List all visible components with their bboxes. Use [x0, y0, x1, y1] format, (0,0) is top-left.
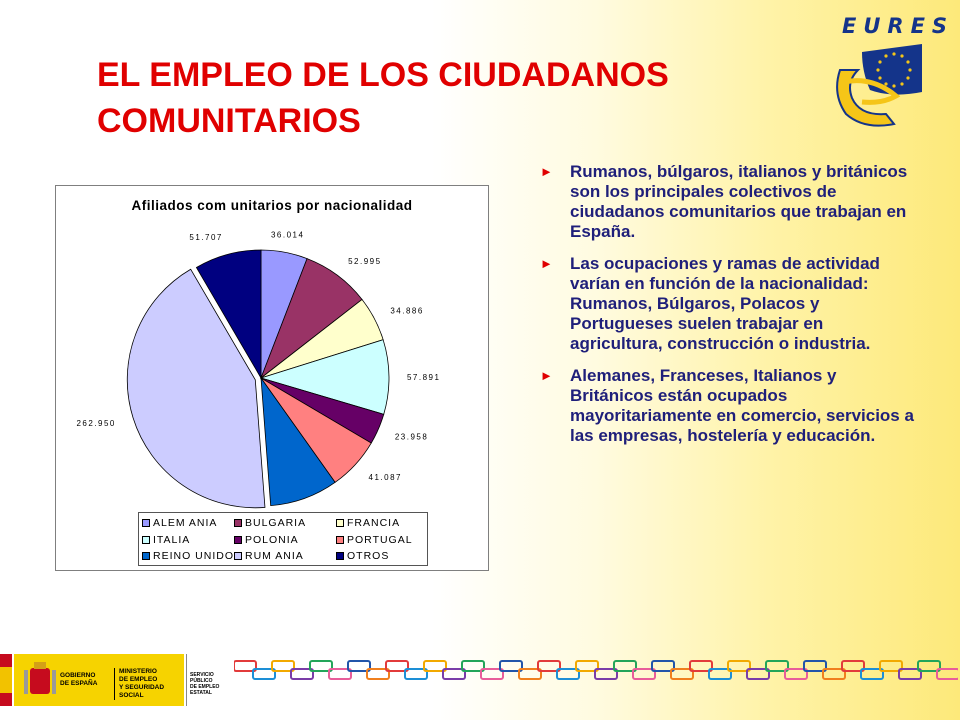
legend-item: [336, 548, 428, 564]
pie-data-label: 41.087: [368, 472, 402, 482]
legend-swatch: [234, 552, 242, 560]
pie-data-label: 51.707: [189, 233, 223, 243]
legend-label: FRANCIA: [347, 517, 401, 529]
legend-label: OTROS: [347, 550, 390, 563]
pie-data-label: 262.950: [76, 419, 116, 429]
bullet-list: [536, 162, 916, 458]
ministry-1: MINISTERIO: [119, 668, 157, 675]
pie-data-label: 34.886: [390, 306, 424, 316]
pie-data-label: 52.995: [348, 256, 382, 266]
legend-swatch: [142, 519, 150, 527]
legend-item: [142, 548, 234, 564]
legend-swatch: [336, 519, 344, 527]
eures-logo-icon: [822, 12, 950, 132]
bullet-text: Rumanos, búlgaros, italianos y británicos son los principales colectivos de ciudadanos comunitarios que trabajan en España.: [570, 162, 908, 241]
pie-data-label: 23.958: [394, 432, 429, 442]
legend-label: POLONIA: [245, 533, 299, 546]
bullet-arrow-icon: ►: [540, 256, 553, 271]
ministry-3: Y SEGURIDAD SOCIAL: [119, 684, 165, 699]
legend-swatch: [142, 552, 150, 560]
chart-title: Afiliados com unitarios por nacionalidad: [131, 198, 413, 213]
title-line-2: COMUNITARIOS: [97, 102, 361, 140]
legend-swatch: [336, 552, 344, 560]
pie-data-label: 36.014: [270, 230, 305, 240]
gov-label-2: DE ESPAÑA: [60, 680, 98, 687]
legend-label: ALEM ANIA: [153, 517, 218, 529]
bullet-arrow-icon: ►: [540, 368, 553, 383]
eu-flag-strip: [0, 654, 12, 706]
government-logo: [14, 654, 184, 706]
legend-label: REINO UNIDO: [153, 550, 235, 563]
legend-swatch: [234, 536, 242, 544]
legend-item: [336, 532, 428, 548]
title-line-1: EL EMPLEO DE LOS CIUDADANOS: [97, 56, 669, 94]
eures-logo-text: EURES: [842, 14, 955, 38]
legend-swatch: [142, 536, 150, 544]
legend-item: [234, 532, 336, 548]
legend-label: RUM ANIA: [245, 550, 304, 563]
pie-data-label: 57.891: [406, 372, 441, 382]
legend-label: ITALIA: [153, 533, 191, 546]
gov-label-1: GOBIERNO: [60, 672, 96, 679]
bullet-item: [536, 366, 916, 446]
chart-legend: [138, 512, 428, 566]
page-title: [97, 52, 817, 144]
legend-item: [234, 515, 336, 531]
sepe-logo: [186, 654, 233, 706]
legend-item: [142, 515, 234, 531]
bullet-text: Las ocupaciones y ramas de actividad varían en función de la nacionalidad: Rumanos, Búlgaros, Polacos y Portugueses suelen trabajar en agricultura, construcción o industria.: [570, 254, 880, 353]
bullet-item: [536, 162, 916, 242]
legend-label: PORTUGAL: [347, 533, 413, 546]
service-1: SERVICIO PÚBLICO: [190, 672, 214, 684]
legend-item: [142, 532, 234, 548]
ministry-label: [114, 668, 184, 700]
legend-swatch: [336, 536, 344, 544]
bullet-arrow-icon: ►: [540, 164, 553, 179]
legend-swatch: [234, 519, 242, 527]
bullet-item: [536, 254, 916, 354]
government-label: [60, 672, 97, 688]
legend-item: [336, 515, 428, 531]
sepe-label: [190, 672, 233, 696]
eures-logo: [822, 12, 955, 132]
legend-label: BULGARIA: [245, 517, 307, 529]
bullet-text: Alemanes, Franceses, Italianos y Británicos están ocupados mayoritariamente en comercio, servicios a las empresas, hostelería y educación.: [570, 366, 914, 445]
service-2: DE EMPLEO ESTATAL: [190, 684, 220, 696]
legend-item: [234, 548, 336, 564]
ministry-2: DE EMPLEO: [119, 676, 158, 683]
coat-of-arms-icon: [20, 654, 60, 706]
pie-chart: [55, 185, 489, 571]
decorative-chain-border: [234, 657, 958, 687]
